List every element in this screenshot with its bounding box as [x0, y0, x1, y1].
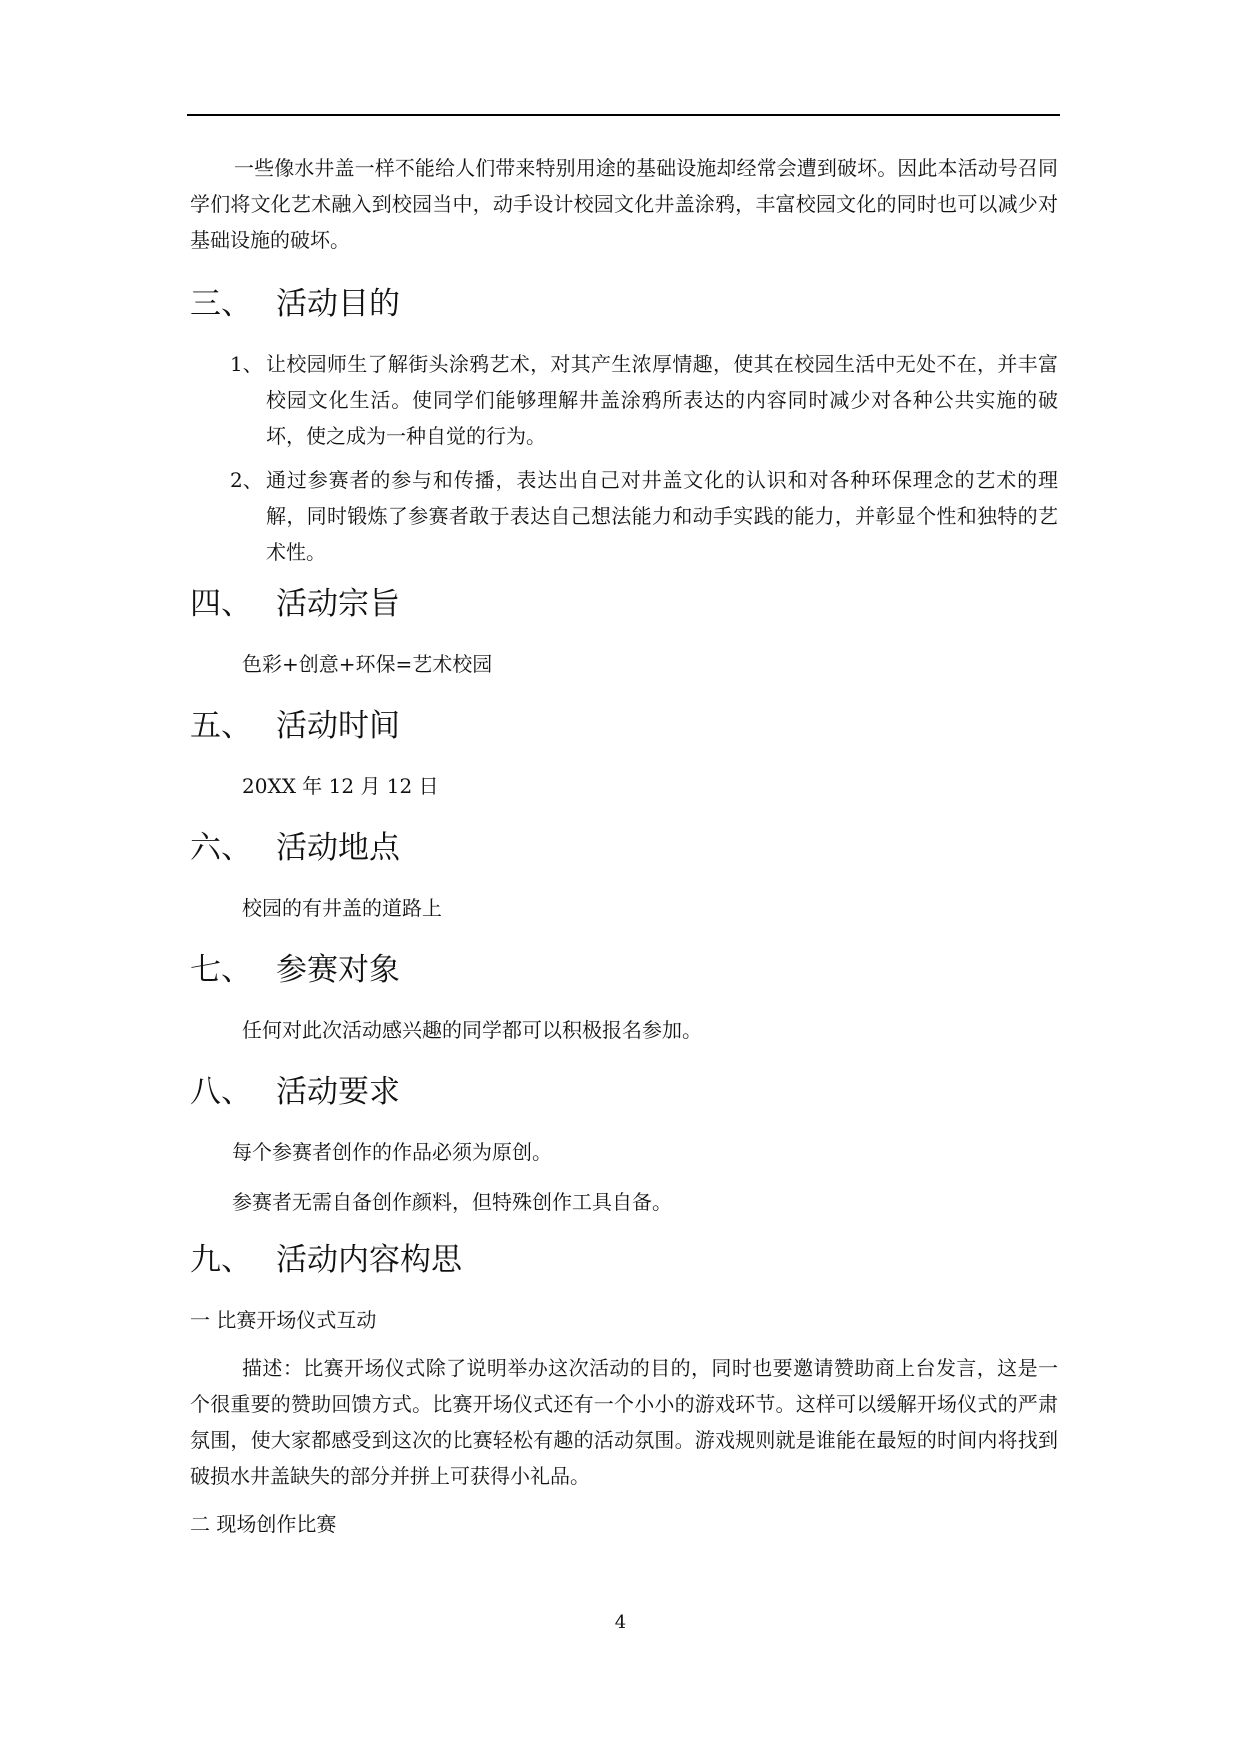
requirement-line: 参赛者无需自备创作颜料，但特殊创作工具自备。	[232, 1190, 672, 1214]
heading-content	[190, 1240, 1058, 1280]
header-rule	[187, 114, 1060, 116]
heading-title: 活动宗旨	[276, 586, 400, 622]
list-index: 2、	[230, 468, 263, 492]
heading-title: 参赛对象	[276, 952, 400, 988]
description-paragraph: 描述：比赛开场仪式除了说明举办这次活动的目的，同时也要邀请赞助商上台发言，这是一个很重要的赞助回馈方式。比赛开场仪式还有一个小小的游戏环节。这样可以缓解开场仪式的严肃氛围，使大家都感受到这次的比赛轻松有趣的活动氛围。游戏规则就是谁能在最短的时间内将找到破损水井盖缺失的部分并拼上可获得小礼品。	[190, 1356, 1058, 1488]
heading-number: 五、	[190, 708, 252, 744]
list-text: 让校园师生了解街头涂鸦艺术，对其产生浓厚情趣，使其在校园生活中无处不在，并丰富校园文化生活。使同学们能够理解井盖涂鸦所表达的内容同时减少对各种公共实施的破坏，使之成为一种自觉的行为。	[266, 352, 1058, 448]
heading-number: 三、	[190, 286, 252, 322]
list-index: 1、	[230, 352, 263, 376]
heading-target	[190, 950, 1058, 990]
heading-title: 活动要求	[276, 1074, 400, 1110]
subheading-opening: 一 比赛开场仪式互动	[190, 1308, 377, 1332]
intro-paragraph: 一些像水井盖一样不能给人们带来特别用途的基础设施却经常会遭到破坏。因此本活动号召同学们将文化艺术融入到校园当中，动手设计校园文化井盖涂鸦，丰富校园文化的同时也可以减少对基础设施的破坏。	[190, 156, 1058, 252]
heading-title: 活动目的	[276, 286, 400, 322]
heading-number: 七、	[190, 952, 252, 988]
heading-number: 四、	[190, 586, 252, 622]
heading-requirements	[190, 1072, 1058, 1112]
heading-number: 八、	[190, 1074, 252, 1110]
heading-aim	[190, 584, 1058, 624]
requirement-line: 每个参赛者创作的作品必须为原创。	[232, 1140, 552, 1164]
page-number: 4	[614, 1612, 627, 1633]
time-text: 20XX 年 12 月 12 日	[242, 774, 439, 798]
purpose-list	[190, 346, 1058, 570]
list-item	[190, 462, 1058, 570]
heading-number: 六、	[190, 830, 252, 866]
heading-title: 活动内容构思	[276, 1242, 462, 1278]
aim-text: 色彩+创意+环保=艺术校园	[242, 652, 493, 676]
list-item	[190, 346, 1058, 454]
heading-purpose	[190, 284, 1058, 324]
list-text: 通过参赛者的参与和传播，表达出自己对井盖文化的认识和对各种环保理念的艺术的理解，同时锻炼了参赛者敢于表达自己想法能力和动手实践的能力，并彰显个性和独特的艺术性。	[266, 468, 1058, 564]
heading-number: 九、	[190, 1242, 252, 1278]
subheading-competition: 二 现场创作比赛	[190, 1512, 337, 1536]
place-text: 校园的有井盖的道路上	[242, 896, 442, 920]
heading-title: 活动时间	[276, 708, 400, 744]
document-body	[190, 150, 1058, 1554]
heading-place	[190, 828, 1058, 868]
heading-time	[190, 706, 1058, 746]
heading-title: 活动地点	[276, 830, 400, 866]
target-text: 任何对此次活动感兴趣的同学都可以积极报名参加。	[242, 1018, 702, 1042]
